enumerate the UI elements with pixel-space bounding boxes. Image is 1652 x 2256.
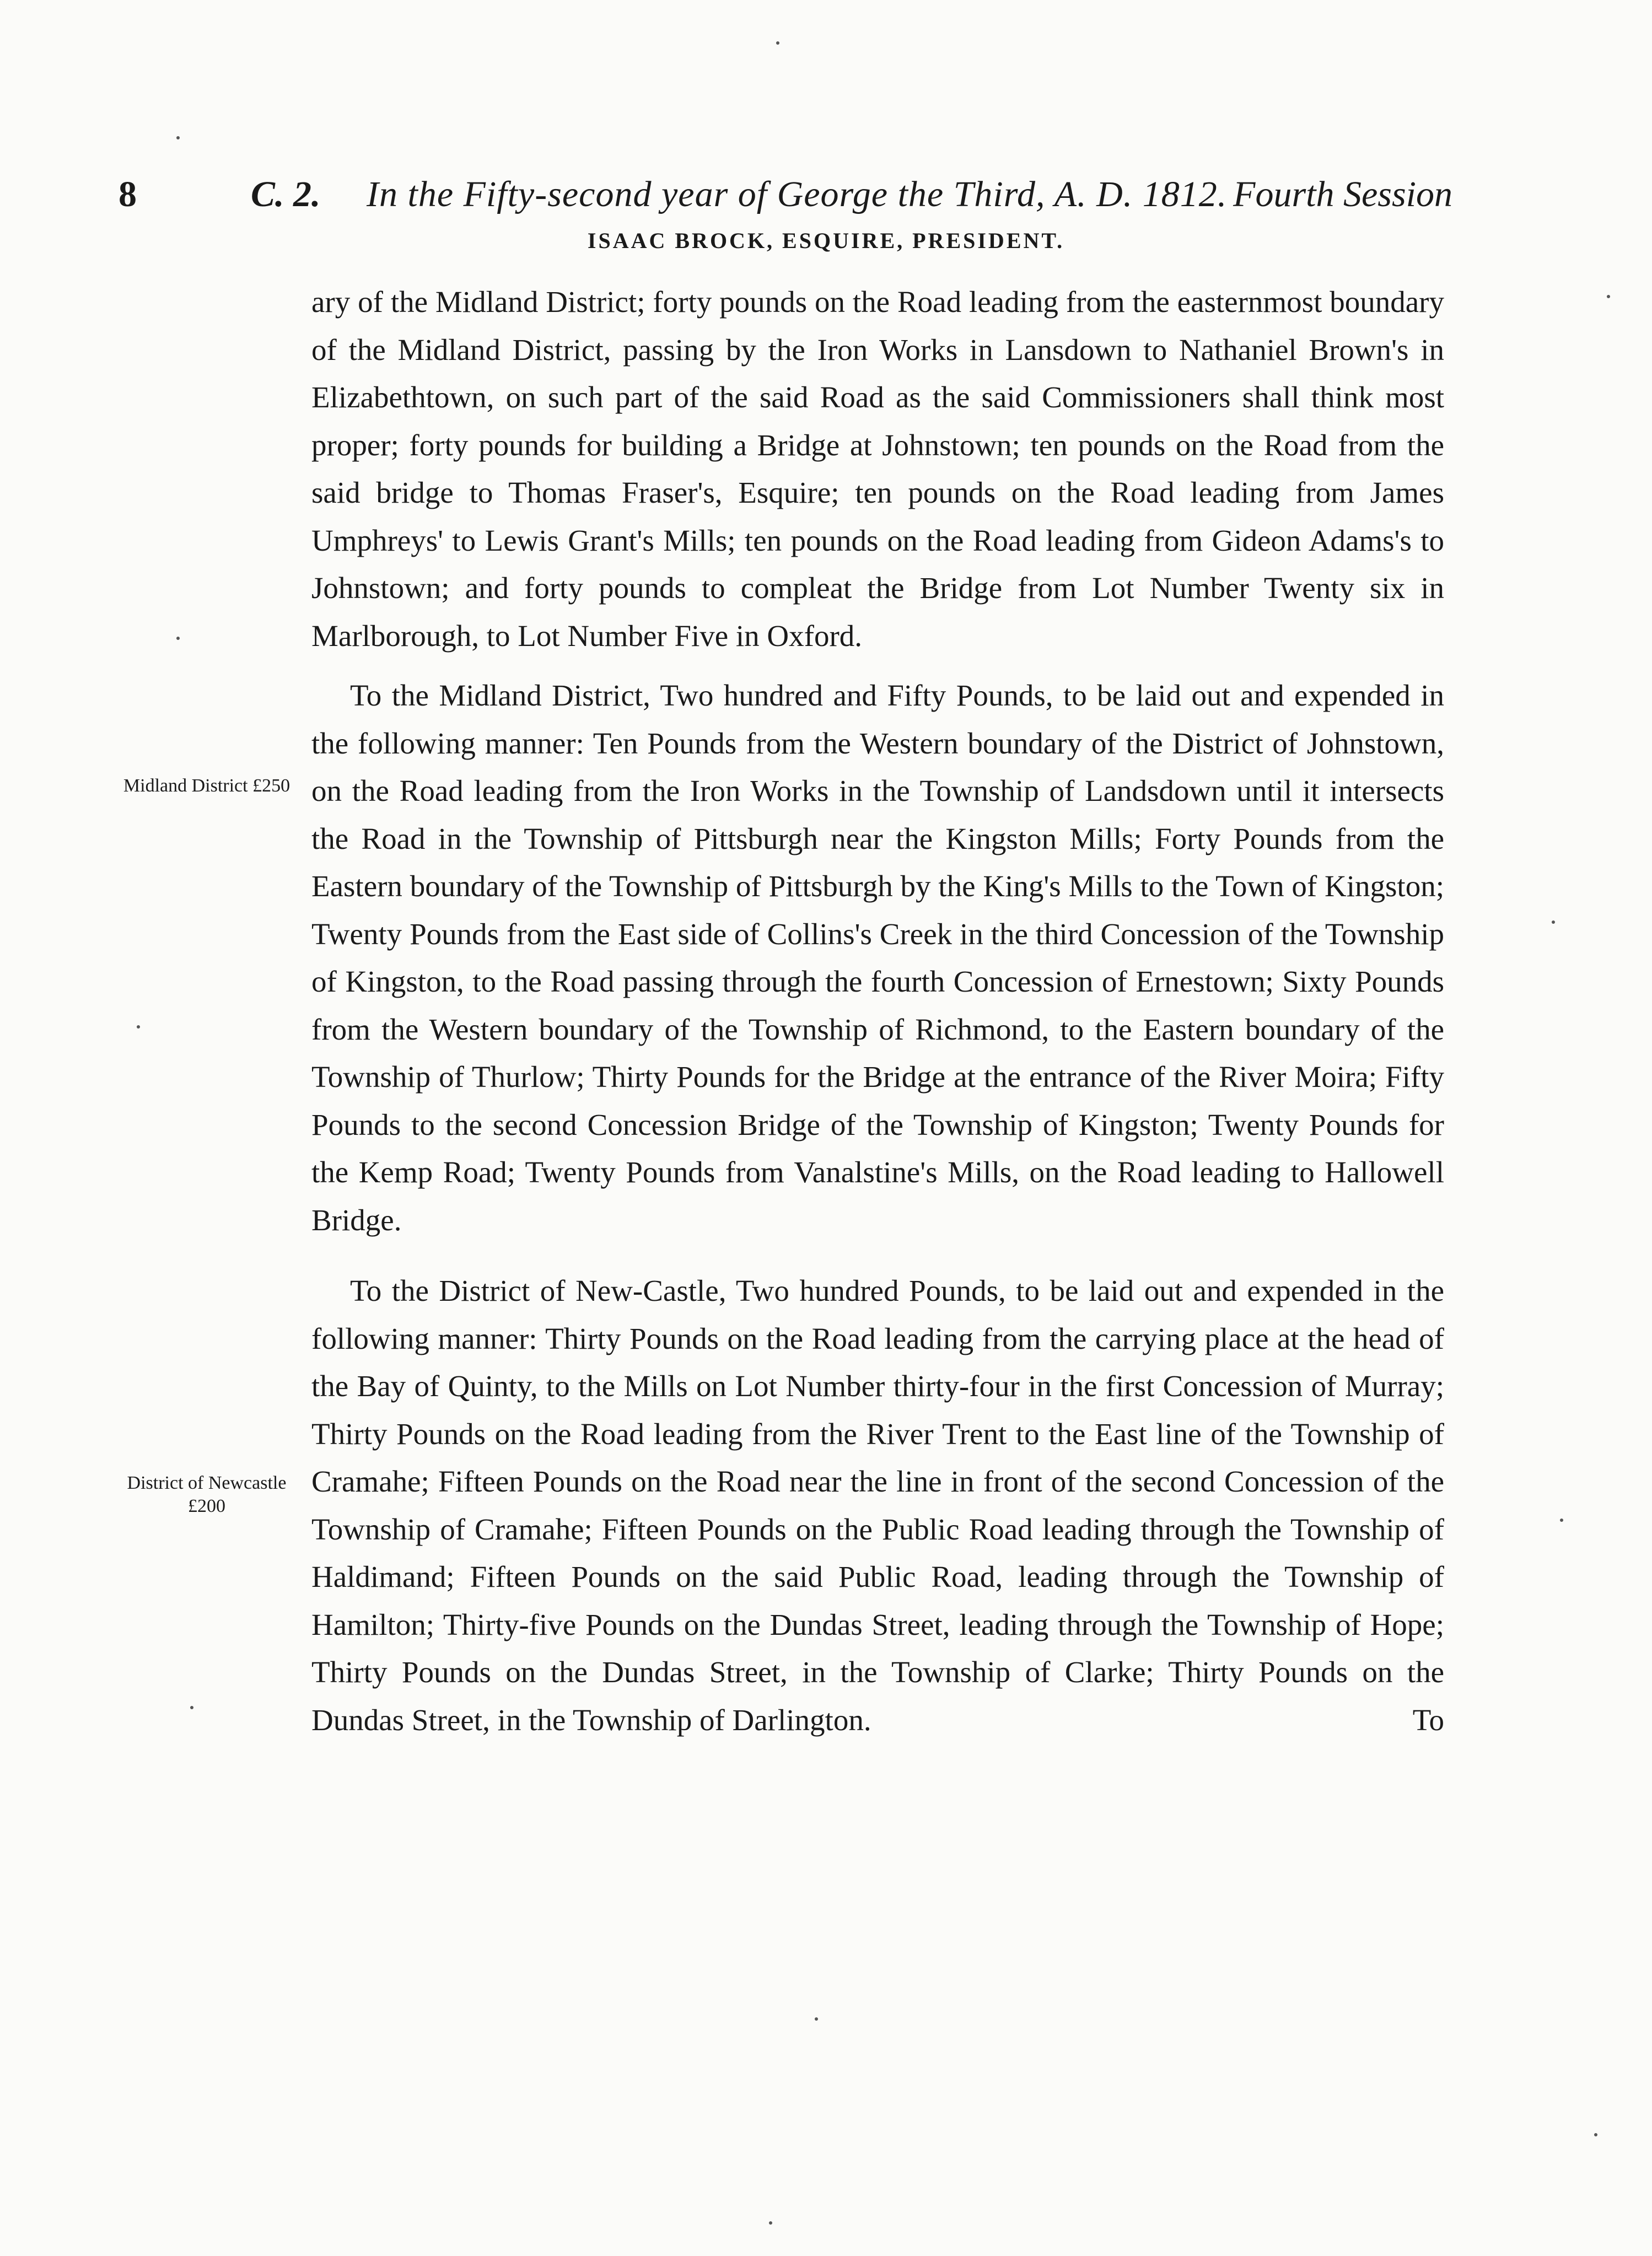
- paragraph-newcastle-text: To the District of New-Castle, Two hundred Pounds, to be laid out and expended in the following manner: Thirty Pounds on the Road leading from the carrying place at the head of the Bay of Quinty, to the Mills on Lot Number thirty-four in the first Concession of Murray; Thirty Pounds on the Road leading from the River Trent to the East line of the Township of Cramahe; Fifteen Pounds on the Road near the line in front of the second Concession of the Township of Cramahe; Fifteen Pounds on the Public Road leading through the Township of Haldimand; Fifteen Pounds on the said Public Road, leading through the Township of Hamilton; Thirty-five Pounds on the Dundas Street, leading through the Township of Hope; Thirty Pounds on the Dundas Street, in the Township of Clarke; Thirty Pounds on the Dundas Street, in the Township of Darlington.: [311, 1274, 1444, 1737]
- print-speck: [815, 2017, 818, 2021]
- header-title: In the Fifty-second year of George the Third, A. D. 1812.: [367, 174, 1228, 214]
- print-speck: [1560, 1519, 1563, 1522]
- print-speck: [1607, 295, 1610, 298]
- print-speck: [190, 1706, 193, 1709]
- print-speck: [1552, 920, 1555, 924]
- paragraph-midland-district: To the Midland District, Two hundred and Fifty Pounds, to be laid out and expended in the following manner: Ten Pounds from the Western boundary of the District of Johnstown, on the Road leading from the Iron Works in the Township of Landsdown until it intersects the Road in the Township of Pittsburgh near the Kingston Mills; Forty Pounds from the Eastern boundary of the Township of Pittsburgh by the King's Mills to the Town of Kingston; Twenty Pounds from the East side of Collins's Creek in the third Concession of the Township of Kingston, to the Road passing through the fourth Concession of Ernestown; Sixty Pounds from the Western boundary of the Township of Richmond, to the Eastern boundary of the Township of Thurlow; Thirty Pounds for the Bridge at the entrance of the River Moira; Fifty Pounds to the second Concession Bridge of the Township of Kingston; Twenty Pounds for the Kemp Road; Twenty Pounds from Vanalstine's Mills, on the Road leading to Hallowell Bridge.: [311, 679, 1444, 1237]
- margin-note-midland: Midland District £250: [123, 776, 290, 796]
- president-subheader: ISAAC BROCK, ESQUIRE, PRESIDENT.: [587, 228, 1065, 253]
- page-number: 8: [119, 174, 137, 214]
- margin-note-newcastle: District of Newcastle £200: [127, 1473, 287, 1516]
- print-speck: [137, 1025, 140, 1029]
- print-speck: [176, 136, 180, 139]
- running-header: [119, 174, 1452, 234]
- chapter-reference: C. 2.: [251, 174, 321, 214]
- paragraph-newcastle-district: [311, 1267, 1444, 1744]
- paragraph-continuation: ary of the Midland District; forty pounds on the Road leading from the easternmost boundary of the Midland District, passing by the Iron Works in Lansdown to Nathaniel Brown's in Elizabethtown, on such part of the said Road as the said Commissioners shall think most proper; forty pounds for building a Bridge at Johnstown; ten pounds on the Road from the said bridge to Thomas Fraser's, Esquire; ten pounds on the Road leading from James Umphreys' to Lewis Grant's Mills; ten pounds on the Road leading from Gideon Adams's to Johnstown; and forty pounds to compleat the Bridge from Lot Number Twenty six in Marlborough, to Lot Number Five in Oxford.: [311, 285, 1444, 653]
- catchword: To: [1412, 1703, 1444, 1737]
- print-speck: [776, 41, 779, 45]
- print-speck: [769, 2221, 772, 2225]
- print-speck: [1594, 2133, 1597, 2136]
- body-text: [311, 278, 1444, 1744]
- print-speck: [176, 637, 180, 640]
- session-label: Fourth Session: [1233, 174, 1452, 214]
